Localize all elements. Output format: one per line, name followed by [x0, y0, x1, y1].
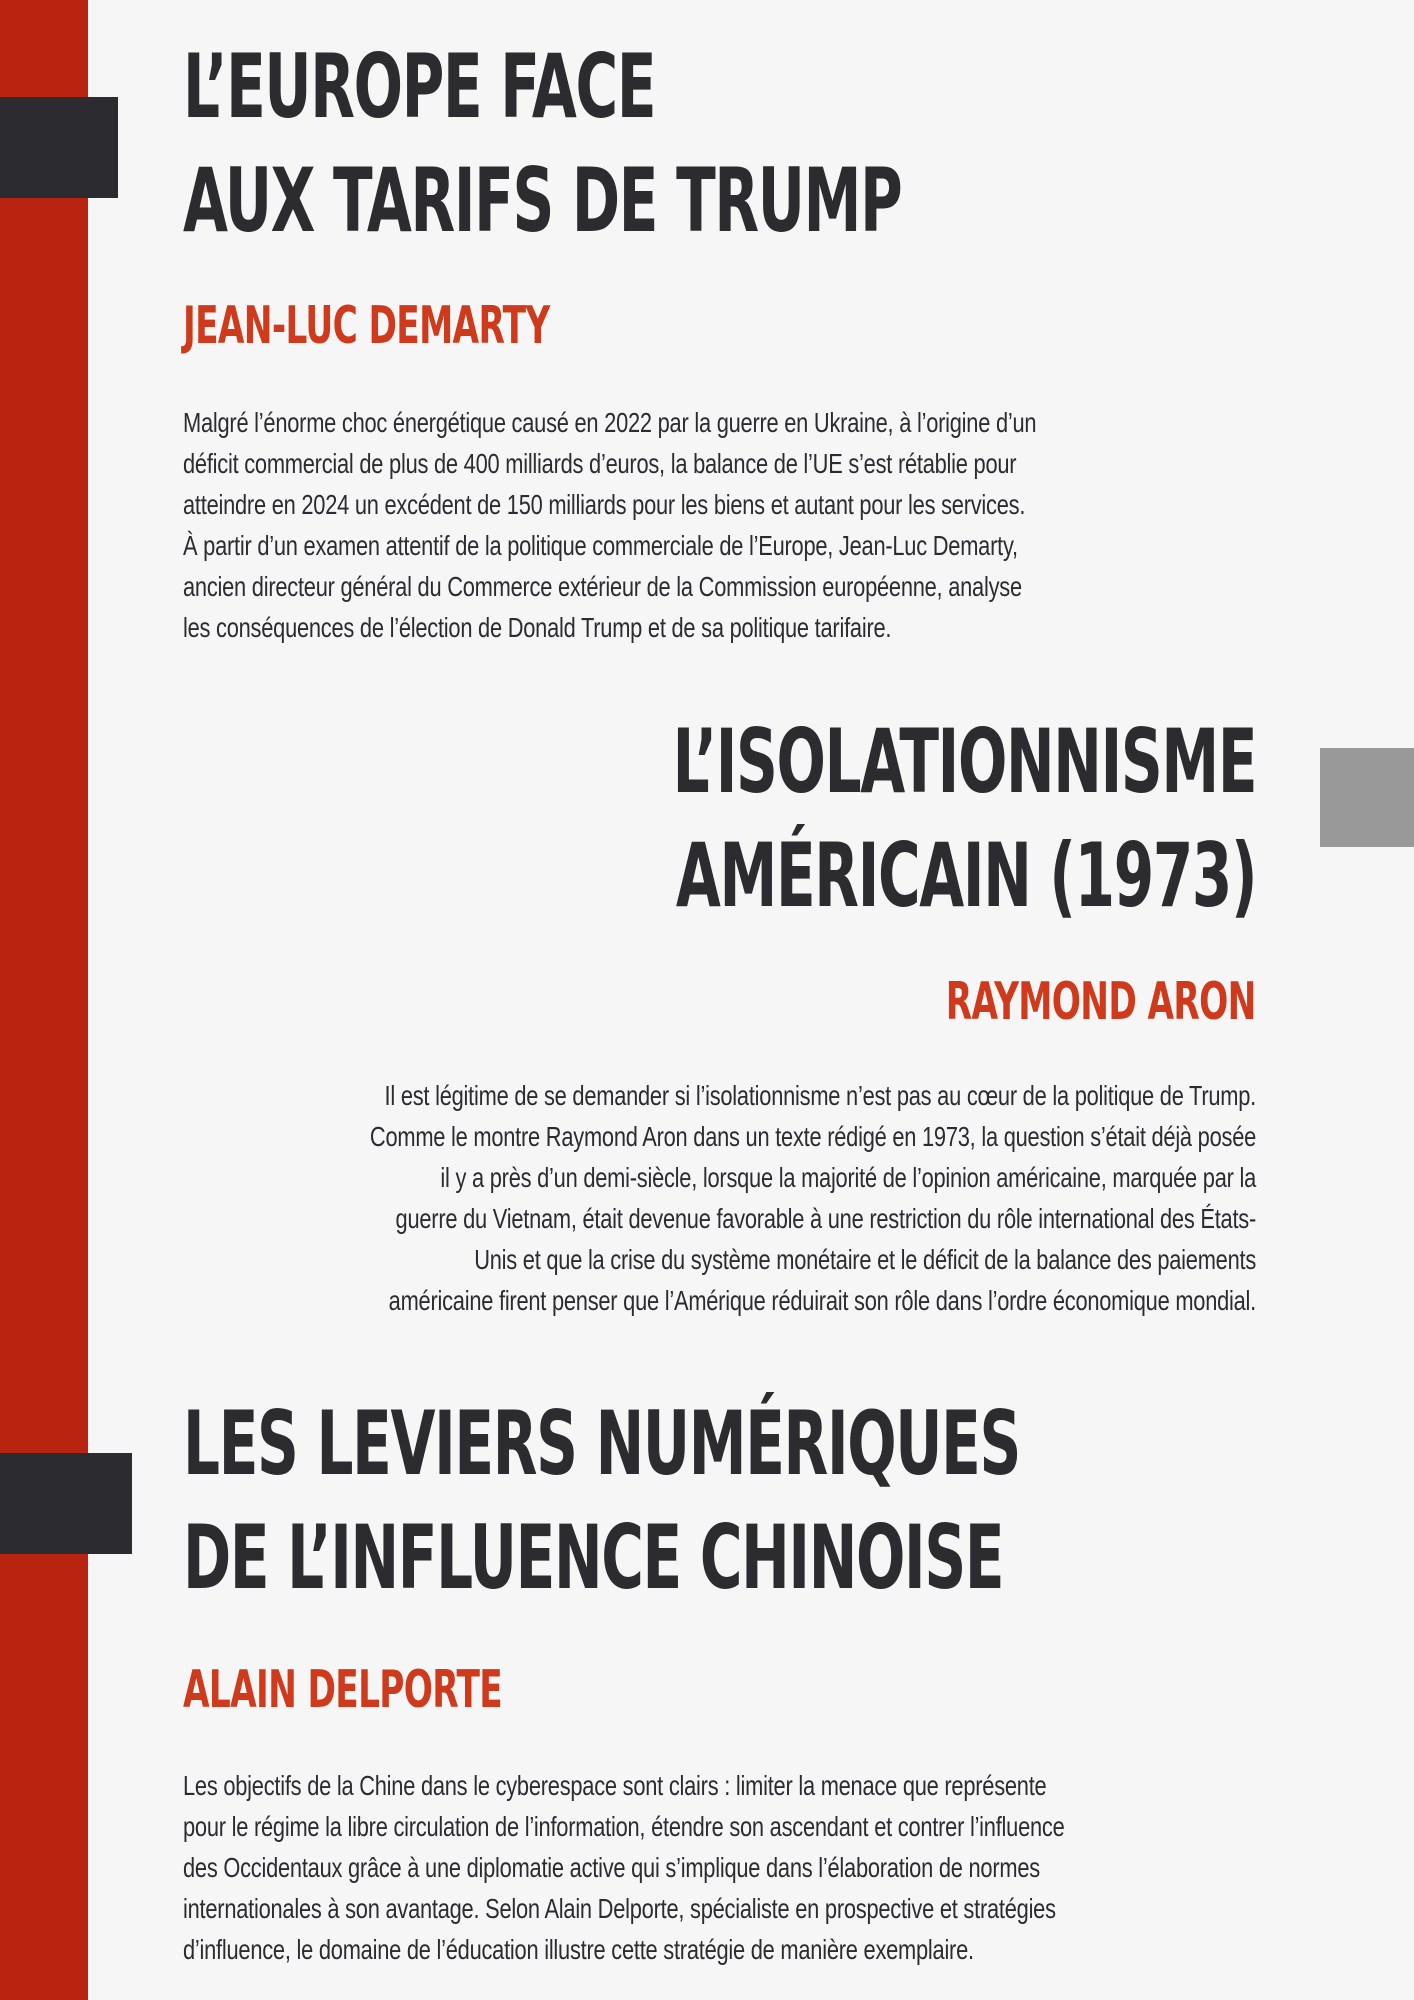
summary-line: il y a près d’un demi-siècle, lorsque la majorité de l’opinion américaine, marquée par la — [440, 1162, 1256, 1193]
article-1-summary — [183, 402, 1036, 648]
article-3-title — [183, 1387, 1020, 1615]
article-1-author: JEAN-LUC DEMARTY — [183, 296, 550, 356]
article-2-title — [672, 705, 1256, 933]
summary-line: Unis et que la crise du système monétaire et le déficit de la balance des paiements — [474, 1244, 1256, 1275]
article-2-summary — [370, 1075, 1256, 1321]
title-line: AUX TARIFS DE TRUMP — [183, 149, 902, 252]
summary-line: américaine firent penser que l’Amérique réduirait son rôle dans l’ordre économique mondial. — [388, 1285, 1256, 1316]
summary-line: des Occidentaux grâce à une diplomatie active qui s’implique dans l’élaboration de normes — [183, 1852, 1040, 1883]
summary-line: guerre du Vietnam, était devenue favorable à une restriction du rôle international des États- — [395, 1203, 1256, 1234]
summary-line: ancien directeur général du Commerce extérieur de la Commission européenne, analyse — [183, 571, 1022, 602]
article-3-summary — [183, 1765, 1065, 1970]
section-marker-right — [1320, 748, 1414, 847]
summary-line: pour le régime la libre circulation de l’information, étendre son ascendant et contrer l’influence — [183, 1811, 1065, 1842]
article-1-title — [183, 30, 901, 258]
summary-line: Il est légitime de se demander si l’isolationnisme n’est pas au cœur de la politique de Trump. — [384, 1080, 1256, 1111]
article-3-author: ALAIN DELPORTE — [183, 1660, 503, 1720]
summary-line: d’influence, le domaine de l’éducation illustre cette stratégie de manière exemplaire. — [183, 1934, 974, 1965]
summary-line: Les objectifs de la Chine dans le cyberespace sont clairs : limiter la menace que représente — [183, 1770, 1047, 1801]
section-marker-top — [0, 97, 118, 198]
summary-line: internationales à son avantage. Selon Alain Delporte, spécialiste en prospective et stratégies — [183, 1893, 1056, 1924]
title-line: LES LEVIERS NUMÉRIQUES — [183, 1392, 1021, 1495]
title-line: DE L’INFLUENCE CHINOISE — [183, 1506, 1004, 1609]
summary-line: Comme le montre Raymond Aron dans un texte rédigé en 1973, la question s’était déjà posée — [369, 1121, 1256, 1152]
summary-line: atteindre en 2024 un excédent de 150 milliards pour les biens et autant pour les services. — [183, 489, 1026, 520]
summary-line: À partir d’un examen attentif de la politique commerciale de l’Europe, Jean-Luc Demarty, — [183, 530, 1018, 561]
title-line: L’EUROPE FACE — [183, 35, 656, 138]
section-marker-bottom — [0, 1453, 132, 1554]
summary-line: les conséquences de l’élection de Donald Trump et de sa politique tarifaire. — [183, 612, 892, 643]
summary-line: Malgré l’énorme choc énergétique causé en 2022 par la guerre en Ukraine, à l’origine d’un — [183, 407, 1037, 438]
article-2-author: RAYMOND ARON — [945, 972, 1256, 1032]
summary-line: déficit commercial de plus de 400 milliards d’euros, la balance de l’UE s’est rétablie pour — [183, 448, 1017, 479]
title-line: L’ISOLATIONNISME — [672, 710, 1256, 813]
left-accent-bar — [0, 0, 88, 2000]
title-line: AMÉRICAIN (1973) — [675, 824, 1256, 927]
